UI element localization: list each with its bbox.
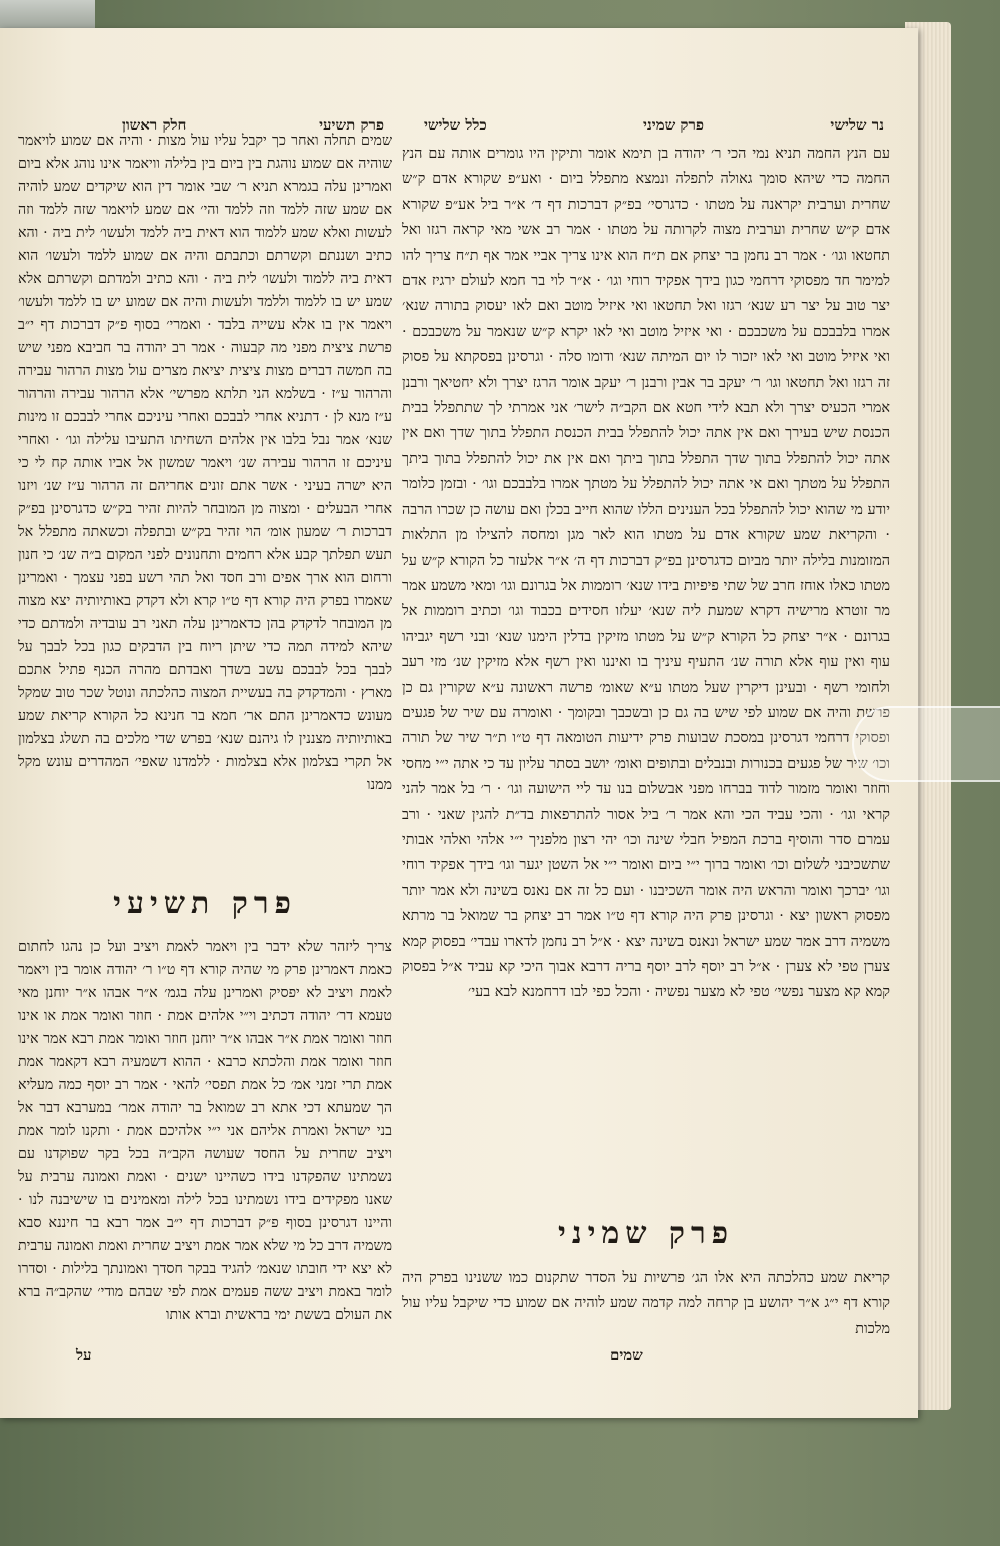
left-column-paragraph-1: שמים תחלה ואחר כך יקבל עליו עול מצות · והיה אם שמוע לויאמר שוהיה אם שמוע נוהגת בין ביום בין בלילה וויאמר אינו נוהג אלא ביום ואמרינן עלה בגמרא תניא ר׳ שבי אומר דין הוא שיקדים שמע לוהיה אם שמע שזה ללמד וזה ללמד והי׳ אם שמע לויאמר שזה ללמד וזה לעשות ואלא שמע ללמוד הוא דאית ביה ללמד ולעשו׳ לית ביה · והא כתיב ושננתם וקשרתם וכתבתם והיה אם שמוע ללמד ולעשו׳ הוא דאית ביה ללמוד ולעשו׳ לית ביה · והא כתיב ולמדתם וקשרתם אלא שמע יש בו ללמוד וללמד ולעשות והיה אם שמוע יש בו ללמד ולעשו׳ ויאמר אין בו אלא עשייה בלבד · ואמרי׳ בסוף פ״ק דברכות דף י״ב פרשת ציצית מפני מה קבעוה · אמר רב יהודה בר חביבא מפני שיש בה חמשה דברים מצות ציצית יציאת מצרים עול מצות הרהור עבירה והרהור ע״ז · בשלמא הני תלתא מפרשי׳ אלא הרהור עבירה והרהור ע״ז מנא לן · דתניא אחרי לבבכם ואחרי עיניכם אחרי לבבכם זו מינות שנא׳ אמר נבל בלבו אין אלהים השחיתו התעיבו עלילה וגו׳ · ואחרי עיניכם זו הרהור עבירה שנ׳ ויאמר שמשון אל אביו אותה קח לי כי היא ישרה בעיני · אשר אתם זונים אחריהם זה הרהור ע״ז שנ׳ ויזנו אחרי הבעלים · ומצוה מן המובחר להיות זהיר בק״ש כדגרסינן בפ״ק דברכות ר׳ שמעון אומ׳ הוי זהיר בק״ש ובתפלה וכשאתה מתפלל אל תעש תפלתך קבע אלא רחמים ותחנונים לפני המקום ב״ה שנ׳ כי חנון ורחום הוא ארך אפים ורב חסד ואל תהי רשע בפני עצמך · ואמרינן שאמרו בפרק היה קורא דף ט״ו קרא ולא דקדק באותיותיה יצא מצוה מן המובחר לדקדק בהן כדאמרינן עלה תאני רב עובדיה ולמדתם כדי שיהא למידה תמה כדי שיתן ריוח בין הדבקים כגון בכל לבבך על לבבך בכל לבבכם עשב בשדך ואבדתם מהרה הכנף פתיל אתכם מארץ · והמדקדק בה בעשיית המצוה כהלכתה ונוטל שכר טוב שמקל מעונש כדאמרינן התם אר׳ חמא בר חנינא כל הקורא קריאת שמע באותיותיה מצננין לו גיהנם שנא׳ בפרש שדי מלכים בה תשלג בצלמון אל תקרי בצלמון אלא בצלמות · ללמדנו שאפי׳ המהדרים עונש מקל ממנו xyxy=(18,133,392,793)
book-page xyxy=(0,28,918,1418)
running-head-middle: פרק שמיני xyxy=(642,116,704,134)
chapter-heading-eight: פרק שמיני xyxy=(557,1216,735,1251)
running-head-chapter-left: פרק תשיעי xyxy=(319,116,384,134)
right-column xyxy=(402,28,890,1418)
running-head-right: נר שלישי xyxy=(830,116,884,134)
chapter-heading-nine: פרק תשיעי xyxy=(113,886,297,921)
right-column-paragraph-2: קריאת שמע כהלכתה היא אלו הג׳ פרשיות על הסדר שתקנום כמו ששנינו בפרק היה קורא דף י״ג א״ר יהושע בן קרחה למה קדמה שמע לוהיה אם שמוע כדי שיקבל עליו עול מלכות xyxy=(402,1270,890,1337)
right-column-catchword: שמים xyxy=(610,1346,643,1364)
left-column-paragraph-2: צריך ליזהר שלא ידבר בין ויאמר לאמת ויציב ועל כן נהגו לחתום כאמת דאמרינן פרק מי שהיה קורא דף ט״ו ר׳ יהודה אומר בין ויאמר לאמת ויציב לא יפסיק ואמרינן עלה בגמ׳ א״ר אבהו א״ר יוחנן מאי טעמא דר׳ יהודה דכתיב וי״י אלהים אמת · חוזר ואומר אמת או אינו חוזר ואומר אמת א״ר אבהו א״ר יוחנן חוזר ואומר אמת רבא אמר אינו חוזר ואומר אמת והלכתא כרבא · ההוא דשמעיה רבא דקאמר אמת אמת תרי זמני אמ׳ כל אמת תפסי׳ להאי · אמר רב יוסף כמה מעליא הך שמעתא דכי אתא רב שמואל בר יהודה אמר׳ במערבא דבר אל בני ישראל ואמרת אליהם אני י״י אלהיכם אמת · ותקנו לומר אמת ויציב שחרית על החסד שעושה הקב״ה בכל בקר שפוקדנו עם נשמתינו שהפקדנו בידו כשהיינו ישנים · ואמת ואמונה ערבית על שאנו מפקידים בידו נשמתינו בכל לילה ומאמינים בו שישיבנה לנו · והיינו דגרסינן בסוף פ״ק דברכות דף י״ב אמר רבא בר חיננא סבא משמיה דרב כל מי שלא אמר אמת ויציב שחרית ואמת ואמונה ערבית לא יצא ידי חובתו שנאמ׳ להגיד בבקר חסדך ואמונתך בלילות · וסדרו לומר באמת ויציב ששה פעמים אמת לפי שבהם מודי׳ שהקב״ה ברא את העולם בששת ימי בראשית וברא אותו xyxy=(18,939,392,1323)
transparent-page-tab xyxy=(852,706,1000,782)
running-head-left: כלל שלישי xyxy=(424,116,487,134)
left-column xyxy=(18,28,392,1418)
right-column-paragraph-1: עם הנץ החמה תניא נמי הכי ר׳ יהודה בן תימא אומר ותיקין היו גומרים אותה עם הנץ החמה כדי שיהא סומך גאולה לתפלה ונמצא מתפלל ביום · ואע״פ שקורא אדם ק״ש שחרית וערבית יקראנה על מטתו · כדגרסי׳ בפ״ק דברכות דף ד׳ א״ר ביל אע״פ שקורא אדם ק״ש שחרית וערבית מצוה לקרותה על מטתו · אמר רב אשי מאי קראה רגזו ואל תחטאו וגו׳ · אמר רב נחמן בר יצחק אם ת״ח הוא אינו צריך אביי אמר אף ת״ח צריך להו למימר חד מפסוקי דרחמי כגון בידך אפקיד רוחי וגו׳ · א״ר לוי בר חמא לעולם ירגיז אדם יצר טוב על יצר רע שנא׳ רגזו ואל תחטאו ואי איזיל מוטב ואם לאו יעסוק בתורה שנא׳ אמרו בלבבכם על משכבכם · ואי איזיל מוטב ואי לאו יקרא ק״ש שנאמר על משכבכם · ואי איזיל מוטב ואי לאו יזכור לו יום המיתה שנא׳ ודומו סלה · וגרסינן בפסקתא על פסוק זה רגזו ואל תחטאו וגו׳ ר׳ יעקב בר אבין ורבנן ר׳ יעקב אומר הרגז יצרך ולא יחטיאך ורבנן אמרי הכעיס יצרך ולא תבא לידי חטא אם הקב״ה לישר׳ אני אמרתי לך שתתפלל בבית הכנסת שיש בעירך ואם אין אתה יכול להתפלל בבית הכנסת התפלל בתוך שדך ואם אין אתה יכול להתפלל בתוך שדך התפלל בתוך ביתך ואם אין את יכול להתפלל בתוך ביתך התפלל על מטתך ואם אי אתה יכול להתפלל על מטתך אמרו בלבבכם וגו׳ · ובזמן כלומר יודע מי שהוא יכול להתפלל בכל הענינים הללו שהוא חייב בכלן ואם עושה כן שכרו הרבה · והקריאת שמע שקורא אדם על מטתו הוא לאר מגן ומחסה להצילו מן התלאות המזומנות בלילה יותר מביום כדגרסינן בפ״ק דברכות דף ה׳ א״ר אלעזר כל הקורא ק״ש על מטתו כאלו אוחז חרב של שתי פיפיות בידו שנא׳ רוממות אל בגרונם וגו׳ ומאי משמע אמר מר זוטרא מרישיה דקרא שמעת ליה שנא׳ יעלזו חסידים בכבוד וגו׳ וכתיב רוממות אל בגרונם · א״ר יצחק כל הקורא ק״ש על מטתו מזיקין בדלין הימנו שנא׳ ובני רשף יגביהו עוף ואין עוף אלא תורה שנ׳ התעיף עיניך בו ואיננו ואין רשף אלא מזיקין שנ׳ מזי רעב ולחומי רשף · ובעינן דיקרין שעל מטתו ע״א שאומ׳ פרשה ראשונה ע״א שקורין גם כן פרשת והיה אם שמוע לפי שיש בה גם כן ובשכבך ובקומך · ואומרה עם שיר של פגעים ופסוקי דרחמי דגרסינן במסכת שבועות פרק ידיעות הטומאה דף ט״ו ת״ר שיר של תורה וכו׳ שיר של פגעים בכנורות ובנבלים ובתופים ואומ׳ יושב בסתר עליון עד כי אתה י״י מחסי וחוזר ואומר מזמור לדוד בברחו מפני אבשלום בנו עד ליי הישועה וגו׳ · ר׳ בל אמר להני קראי וגו׳ · והכי עביד הכי והא אמר ר׳ ביל אסור להתרפאות בד״ת להגין שאני · ורב עמרם סדר והוסיף ברכת המפיל חבלי שינה וכו׳ יהי רצון מלפניך י״י אלהי ואלהי אבותי שתשכיבני לשלום וכו׳ ואומר ברוך י״י ביום ואומר י״י אל השטן יגער וגו׳ בידך אפקיד רוחי וגו׳ יברכך ואומר והראש היה אומר השכיבנו · ועם כל זה אם נאנס בשינה ולא אמר יותר מפסוק ראשון יצא · וגרסינן פרק היה קורא דף ט״ו אמר רב יצחק בר שמואל בר מרתא משמיה דרב אמר שמע ישראל ונאנס בשינה יצא · א״ל רב נחמן לדארו עבדי׳ בפסוק קמא צערן טפי לא צערן · א״ל רב יוסף לרב יוסף בריה דרבא אבוך היכי קא עביד א״ל בפסוק קמא קא מצער נפשי׳ טפי לא מצער נפשיה · והכל כפי לבו דרחמנא לבא בעי׳ xyxy=(402,146,890,1001)
running-head-part: חלק ראשון xyxy=(122,116,187,134)
left-column-catchword: על xyxy=(76,1346,92,1364)
